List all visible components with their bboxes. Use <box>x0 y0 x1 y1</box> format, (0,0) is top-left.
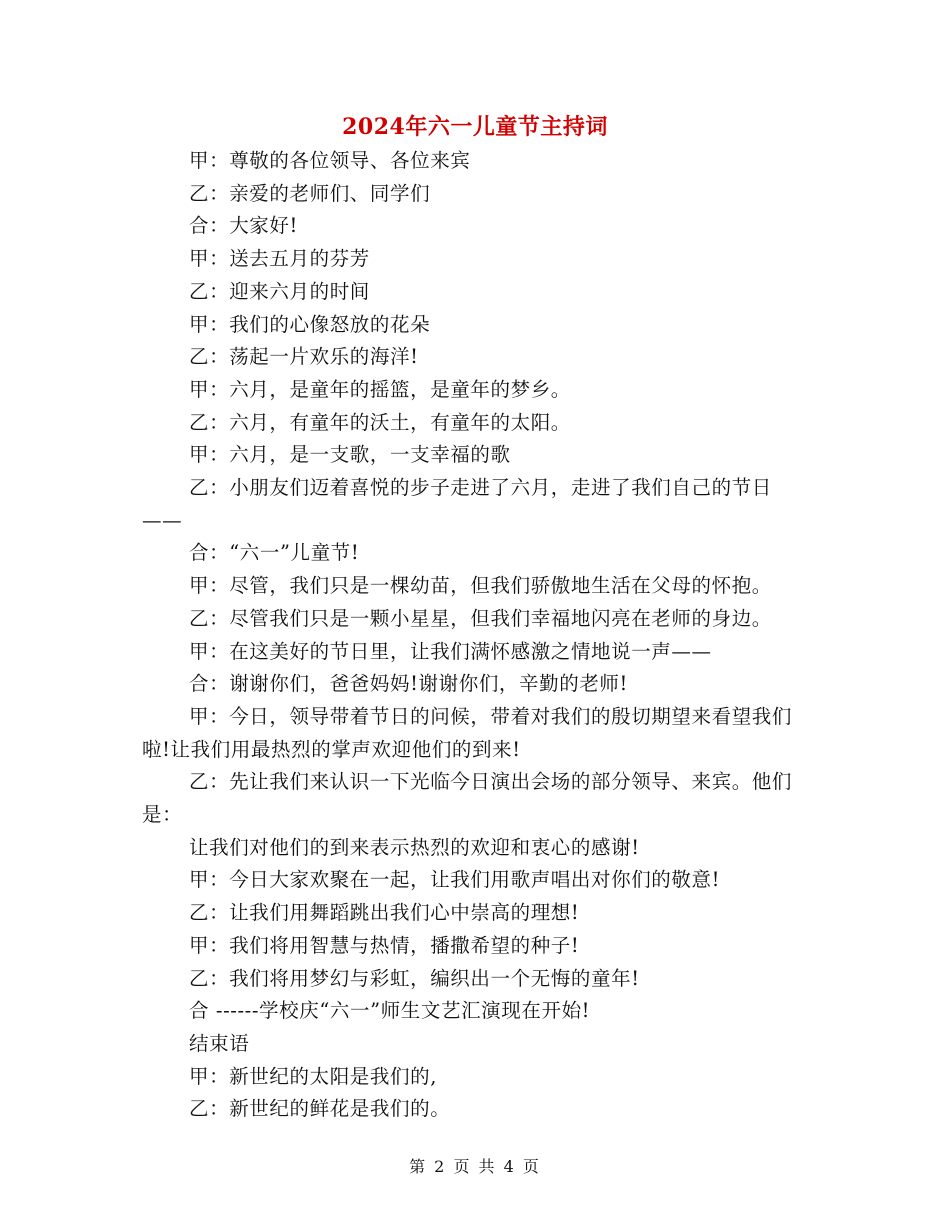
paragraph: 甲：新世纪的太阳是我们的, <box>189 1064 437 1088</box>
paragraph: 甲：六月，是童年的摇篮，是童年的梦乡。 <box>189 377 571 401</box>
paragraph: 合：“六一”儿童节! <box>189 541 360 565</box>
paragraph: 乙：亲爱的老师们、同学们 <box>189 181 431 205</box>
page-number-footer: 第 2 页 共 4 页 <box>409 1157 541 1176</box>
paragraph: 甲：尊敬的各位领导、各位来宾 <box>189 149 471 172</box>
paragraph: 合：大家好! <box>189 214 298 238</box>
paragraph: 乙：六月，有童年的沃土，有童年的太阳。 <box>189 410 571 434</box>
paragraph: 甲：送去五月的芬芳 <box>189 247 370 271</box>
document-title: 2024年六一儿童节主持词 <box>342 114 608 140</box>
section-heading: 结束语 <box>189 1031 250 1055</box>
paragraph: 甲：在这美好的节日里，让我们满怀感激之情地说一声—— <box>189 639 712 663</box>
paragraph: 乙：尽管我们只是一颗小星星，但我们幸福地闪亮在老师的身边。 <box>189 606 772 630</box>
paragraph: 乙：先让我们来认识一下光临今日演出会场的部分领导、来宾。他们是： <box>142 770 793 827</box>
document-body <box>142 145 810 1126</box>
paragraph: 乙：让我们用舞蹈跳出我们心中崇高的理想! <box>189 901 580 925</box>
paragraph: 甲：六月，是一支歌，一支幸福的歌 <box>189 443 511 467</box>
paragraph: 甲：我们的心像怒放的花朵 <box>189 312 431 336</box>
paragraph: 乙：迎来六月的时间 <box>189 279 370 303</box>
paragraph: 合 ------学校庆“六一”师生文艺汇演现在开始! <box>189 999 591 1023</box>
paragraph: 合：谢谢你们，爸爸妈妈!谢谢你们，辛勤的老师! <box>189 672 628 696</box>
paragraph: 乙：新世纪的鲜花是我们的。 <box>189 1097 451 1121</box>
paragraph: 甲：今日，领导带着节日的问候，带着对我们的殷切期望来看望我们啦!让我们用最热烈的掌声欢迎他们的到来! <box>142 704 793 761</box>
paragraph: 乙：小朋友们迈着喜悦的步子走进了六月，走进了我们自己的节日—— <box>142 476 772 532</box>
paragraph: 甲：今日大家欢聚在一起，让我们用歌声唱出对你们的敬意! <box>189 868 721 892</box>
paragraph: 乙：我们将用梦幻与彩虹，编织出一个无悔的童年! <box>189 966 640 990</box>
paragraph: 甲：尽管，我们只是一棵幼苗，但我们骄傲地生活在父母的怀抱。 <box>189 574 772 598</box>
paragraph: 让我们对他们的到来表示热烈的欢迎和衷心的感谢! <box>189 835 640 859</box>
paragraph: 甲：我们将用智慧与热情，播撒希望的种子! <box>189 933 580 957</box>
paragraph: 乙：荡起一片欢乐的海洋! <box>189 345 419 369</box>
